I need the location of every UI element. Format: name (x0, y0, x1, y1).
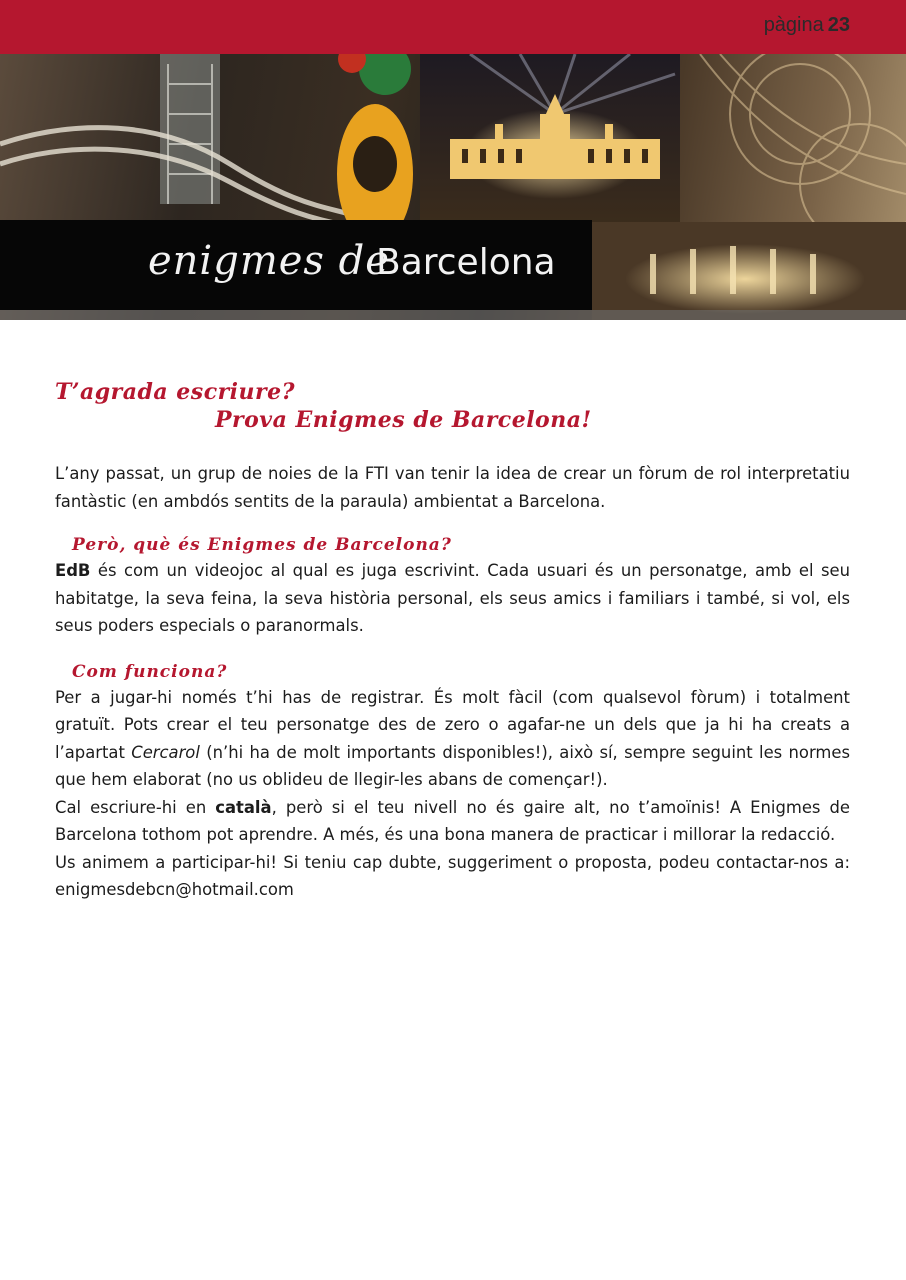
article-heading (55, 378, 850, 434)
page-label: pàgina (763, 14, 824, 36)
cercarol-italic: Cercarol (131, 742, 200, 762)
banner-title-script: enigmes de (148, 238, 390, 284)
intro-paragraph: L’any passat, un grup de noies de la FTI van tenir la idea de crear un fòrum de rol interpretatiu fantàstic (en ambdós sentits de la paraula) ambientat a Barcelona. (55, 464, 850, 511)
section1-heading: Però, què és Enigmes de Barcelona? (72, 535, 452, 555)
banner-image (0, 54, 906, 320)
contact-paragraph: Us animem a participar-hi! Si teniu cap dubte, suggeriment o proposta, podeu contactar-nos a: enigmesdebcn@hotmail.com (55, 852, 850, 899)
language-paragraph (55, 794, 850, 849)
banner-title-city: Barcelona (376, 242, 556, 283)
banner-title-box (0, 220, 592, 310)
p3-text-a: Cal escriure-hi en (55, 797, 216, 817)
catala-bold: català (215, 797, 272, 817)
section1-paragraph (55, 557, 850, 640)
section1-text: és com un videojoc al qual es juga escrivint. Cada usuari és un personatge, amb el seu habitatge, la seva feina, la seva història personal, els seus amics i familiars i també, si vol, els seus poders especials o paranormals. (55, 561, 850, 635)
section2-paragraph (55, 684, 850, 794)
page-number (764, 14, 850, 37)
section1-bold: EdB (55, 561, 91, 580)
article-heading-line1: T’agrada escriure? (55, 379, 296, 405)
article-heading-line2: Prova Enigmes de Barcelona! (215, 407, 592, 433)
p3-text-b: , però si el teu nivell no és gaire alt, no t’amoïnis! A Enigmes de Barcelona tothom pot aprendre. A més, és una bona manera de practicar i millorar la redacció. (55, 797, 850, 844)
p2-text-a: Per a jugar-hi només t’hi has de registrar. És molt fàcil (com qualsevol fòrum) i totalment gratuït. Pots crear el teu personatge des de zero o agafar-ne un dels que ja hi ha creats a l’apartat (55, 687, 850, 762)
header-bar (0, 0, 906, 54)
p2-text-b: (n’hi ha de molt importants disponibles!), això sí, sempre seguint les normes que hem elaborat (no us oblideu de llegir-les abans de començar!). (55, 742, 851, 789)
article (55, 378, 850, 904)
page-number-value: 23 (827, 14, 850, 36)
section2-heading: Com funciona? (72, 661, 228, 682)
